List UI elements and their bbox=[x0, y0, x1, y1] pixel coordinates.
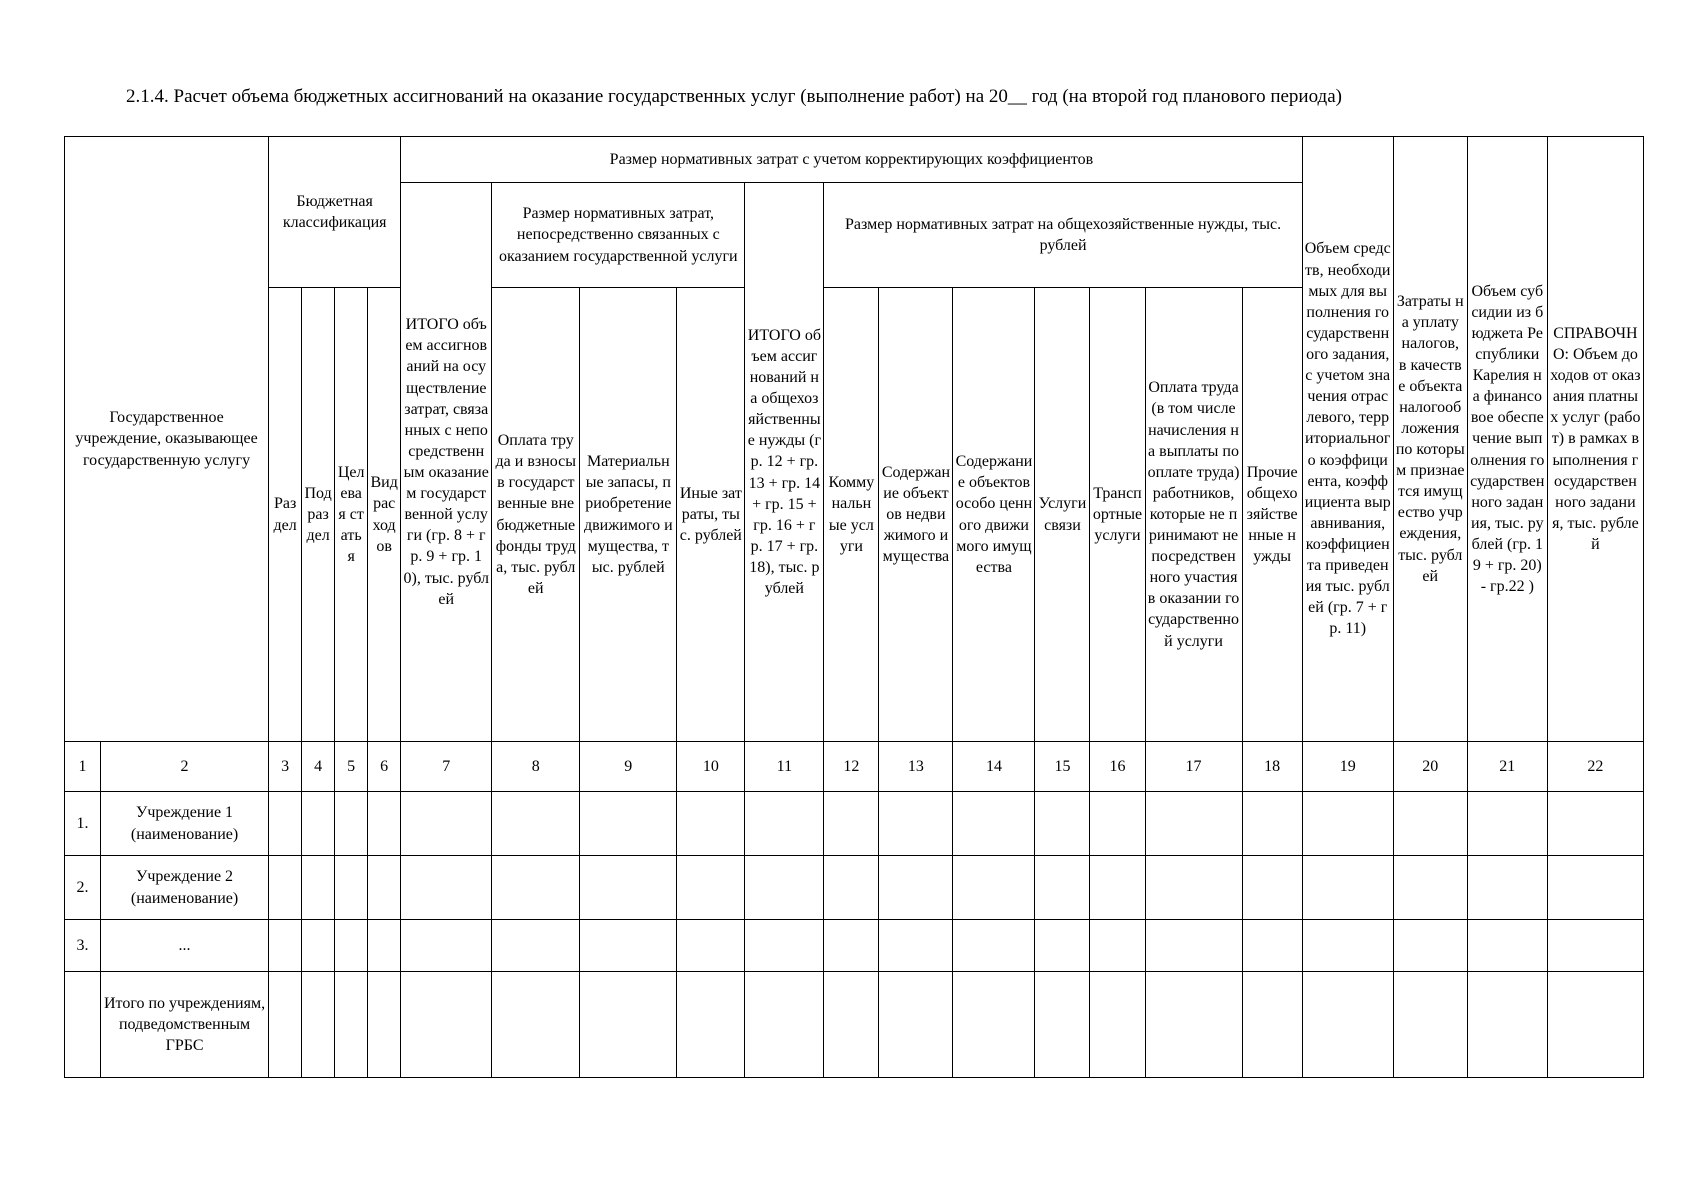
page-title: 2.1.4. Расчет объема бюджетных ассигнований на оказание государственных услуг (выполнение работ) на 20__ год (на второй год планового периода) bbox=[126, 86, 1342, 107]
table-row bbox=[65, 856, 1644, 920]
column-number: 6 bbox=[368, 742, 401, 792]
table-row bbox=[65, 792, 1644, 856]
header-movable: Содержание объектов особо ценного движимого имущества bbox=[953, 288, 1035, 742]
header-budget-classification: Бюджетная классификация bbox=[269, 137, 401, 288]
row-number: 2. bbox=[65, 856, 101, 920]
header-target-item: Целевая статья bbox=[335, 288, 368, 742]
column-number: 15 bbox=[1035, 742, 1090, 792]
header-other-direct: Иные затраты, тыс. рублей bbox=[677, 288, 745, 742]
header-section: Раздел bbox=[269, 288, 302, 742]
institution-name: Учреждение 2 (наименование) bbox=[101, 856, 269, 920]
header-other-general: Прочие общехозяйственные нужды bbox=[1242, 288, 1302, 742]
table-row bbox=[65, 920, 1644, 972]
institution-name: ... bbox=[101, 920, 269, 972]
row-number: 3. bbox=[65, 920, 101, 972]
column-number: 8 bbox=[492, 742, 580, 792]
column-number: 16 bbox=[1090, 742, 1145, 792]
header-utilities: Коммунальные услуги bbox=[824, 288, 879, 742]
header-direct-costs: Размер нормативных затрат, непосредственно связанных с оказанием государственной услуги bbox=[492, 183, 745, 288]
column-number: 13 bbox=[879, 742, 953, 792]
budget-table bbox=[64, 136, 1644, 1078]
header-labor-direct: Оплата труда и взносы в государственные внебюджетные фонды труда, тыс. рублей bbox=[492, 288, 580, 742]
header-total-general: ИТОГО объем ассигнований на общехозяйственные нужды (гр. 12 + гр. 13 + гр. 14 + гр. 15 + гр. 16 + гр. 17 + гр. 18), тыс. рублей bbox=[745, 183, 824, 742]
column-number: 4 bbox=[302, 742, 335, 792]
column-number: 7 bbox=[401, 742, 492, 792]
header-task-volume: Объем средств, необходимых для выполнения государственного задания, с учетом значения отраслевого, территориального коэффициента, коэффициента выравнивания, коэффициента приведения тыс. рублей (гр. 7 + гр. 11) bbox=[1302, 137, 1393, 742]
column-number: 1 bbox=[65, 742, 101, 792]
column-number: 3 bbox=[269, 742, 302, 792]
header-total-direct: ИТОГО объем ассигнований на осуществление затрат, связанных с непосредственным оказанием государственной услуги (гр. 8 + гр. 9 + гр. 10), тыс. рублей bbox=[401, 183, 492, 742]
header-expense-type: Вид расходов bbox=[368, 288, 401, 742]
column-number: 18 bbox=[1242, 742, 1302, 792]
header-normative-costs: Размер нормативных затрат с учетом корректирующих коэффициентов bbox=[401, 137, 1303, 183]
header-subsection: Подраздел bbox=[302, 288, 335, 742]
column-number: 22 bbox=[1547, 742, 1643, 792]
header-communications: Услуги связи bbox=[1035, 288, 1090, 742]
column-number: 9 bbox=[580, 742, 677, 792]
header-reference: СПРАВОЧНО: Объем доходов от оказания платных услуг (работ) в рамках выполнения государственного задания, тыс. рублей bbox=[1547, 137, 1643, 742]
column-number: 5 bbox=[335, 742, 368, 792]
row-number: 1. bbox=[65, 792, 101, 856]
column-number: 11 bbox=[745, 742, 824, 792]
column-number: 10 bbox=[677, 742, 745, 792]
total-row bbox=[65, 972, 1644, 1078]
header-real-estate: Содержание объектов недвижимого имущества bbox=[879, 288, 953, 742]
header-institution: Государственное учреждение, оказывающее государственную услугу bbox=[65, 137, 269, 742]
header-taxes: Затраты на уплату налогов, в качестве объекта налогообложения по которым признается имущество учреждения, тыс. рублей bbox=[1393, 137, 1467, 742]
header-general-costs: Размер нормативных затрат на общехозяйственные нужды, тыс. рублей bbox=[824, 183, 1302, 288]
header-transport: Транспортные услуги bbox=[1090, 288, 1145, 742]
column-number: 21 bbox=[1467, 742, 1547, 792]
header-labor-indirect: Оплата труда (в том числе начисления на выплаты по оплате труда) работников, которые не принимают непосредственного участия в оказании государственной услуги bbox=[1145, 288, 1242, 742]
column-number: 20 bbox=[1393, 742, 1467, 792]
column-number: 19 bbox=[1302, 742, 1393, 792]
total-label: Итого по учреждениям, подведомственным ГРБС bbox=[101, 972, 269, 1078]
column-number: 17 bbox=[1145, 742, 1242, 792]
header-materials: Материальные запасы, приобретение движимого имущества, тыс. рублей bbox=[580, 288, 677, 742]
institution-name: Учреждение 1 (наименование) bbox=[101, 792, 269, 856]
column-number: 2 bbox=[101, 742, 269, 792]
column-number: 14 bbox=[953, 742, 1035, 792]
header-subsidy: Объем субсидии из бюджета Республики Карелия на финансовое обеспечение выполнения государственного задания, тыс. рублей (гр. 19 + гр. 20) - гр.22 ) bbox=[1467, 137, 1547, 742]
column-number: 12 bbox=[824, 742, 879, 792]
